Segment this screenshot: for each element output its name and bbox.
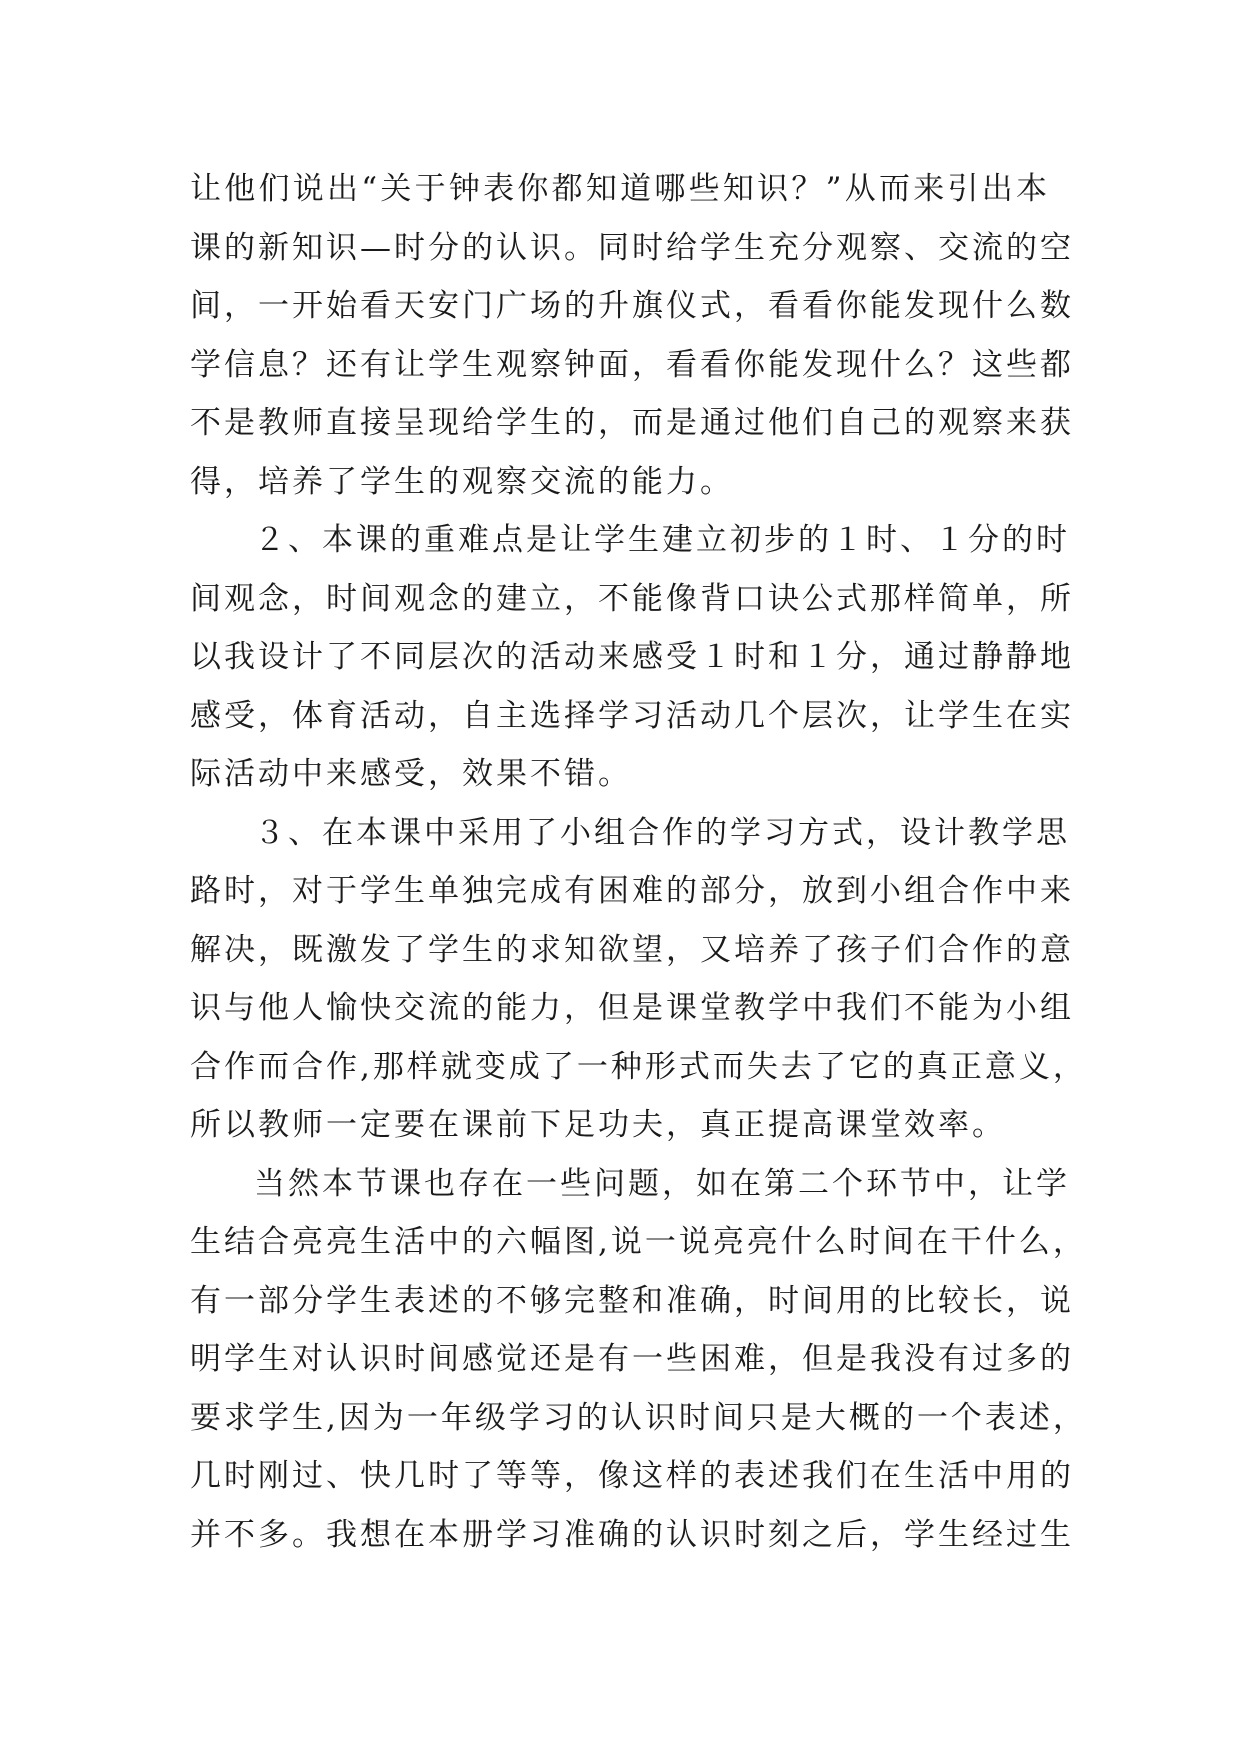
text-line: ２、本课的重难点是让学生建立初步的１时、１分的时 xyxy=(254,522,1070,558)
text-line: 所以教师一定要在课前下足功夫，真正提高课堂效率。 xyxy=(190,1107,1006,1143)
text-line: 识与他人愉快交流的能力，但是课堂教学中我们不能为小组 xyxy=(190,990,1074,1026)
text-line: 间，一开始看天安门广场的升旗仪式，看看你能发现什么数 xyxy=(190,288,1074,324)
text-line: 当然本节课也存在一些问题，如在第二个环节中，让学 xyxy=(254,1165,1070,1202)
text-line: 得，培养了学生的观察交流的能力。 xyxy=(190,463,734,500)
text-line: 并不多。我想在本册学习准确的认识时刻之后，学生经过生 xyxy=(190,1516,1074,1553)
text-line: 明学生对认识时间感觉还是有一些困难，但是我没有过多的 xyxy=(190,1341,1074,1377)
text-line: 让他们说出“关于钟表你都知道哪些知识？”从而来引出本 xyxy=(190,171,1050,207)
text-line: 有一部分学生表述的不够完整和准确，时间用的比较长，说 xyxy=(190,1282,1074,1319)
text-line: 解决，既激发了学生的求知欲望，又培养了孩子们合作的意 xyxy=(190,931,1074,968)
text-line: 间观念，时间观念的建立，不能像背口诀公式那样简单，所 xyxy=(190,580,1074,617)
document-body xyxy=(190,160,1087,1564)
text-line: ３、在本课中采用了小组合作的学习方式，设计教学思 xyxy=(254,814,1070,851)
text-line: 路时，对于学生单独完成有困难的部分，放到小组合作中来 xyxy=(190,873,1074,909)
text-line: 不是教师直接呈现给学生的，而是通过他们自己的观察来获 xyxy=(190,405,1074,441)
text-line: 几时刚过、快几时了等等，像这样的表述我们在生活中用的 xyxy=(190,1458,1074,1494)
text-line: 课的新知识—时分的认识。同时给学生充分观察、交流的空 xyxy=(190,229,1074,266)
text-line: 感受，体育活动，自主选择学习活动几个层次，让学生在实 xyxy=(190,697,1074,734)
text-line: 合作而合作,那样就变成了一种形式而失去了它的真正意义， xyxy=(190,1048,1087,1085)
text-line: 际活动中来感受，效果不错。 xyxy=(190,756,632,792)
text-line: 生结合亮亮生活中的六幅图,说一说亮亮什么时间在干什么， xyxy=(190,1224,1087,1260)
text-line: 要求学生,因为一年级学习的认识时间只是大概的一个表述， xyxy=(190,1399,1087,1436)
text-line: 学信息？还有让学生观察钟面，看看你能发现什么？这些都 xyxy=(190,346,1074,383)
text-line: 以我设计了不同层次的活动来感受１时和１分，通过静静地 xyxy=(190,639,1074,675)
